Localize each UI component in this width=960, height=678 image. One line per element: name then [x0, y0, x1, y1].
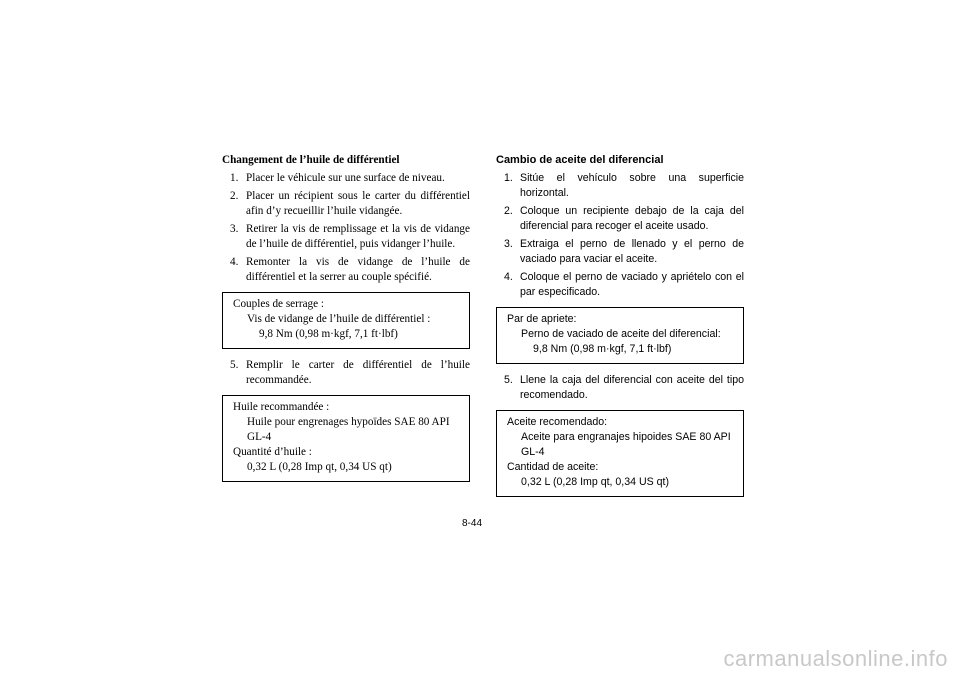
step-number: 5. — [230, 359, 239, 371]
step-text: Extraiga el perno de llenado y el perno de vaciado para vaciar el aceite. — [520, 238, 744, 265]
step-text: Remplir le carter de différentiel de l’huile recommandée. — [246, 359, 470, 386]
steps-list — [496, 171, 744, 300]
step-number: 1. — [504, 172, 513, 184]
step-number: 3. — [504, 238, 513, 250]
step-text: Placer un récipient sous le carter du différentiel afin d’y recueillir l’huile vidangée. — [246, 190, 470, 217]
section-heading: Changement de l’huile de différentiel — [222, 154, 400, 166]
step-text: Sitúe el vehículo sobre una superficie horizontal. — [520, 172, 744, 199]
torque-spec-box — [496, 307, 744, 364]
torque-item: Perno de vaciado de aceite del diferencial: — [521, 328, 721, 340]
page-number: 8-44 — [462, 518, 483, 529]
step-text: Remonter la vis de vidange de l’huile de différentiel et la serrer au couple spécifié. — [246, 256, 470, 283]
step-text: Coloque el perno de vaciado y apriételo con el par especificado. — [520, 271, 744, 298]
oil-type: Aceite para engranajes hipoides SAE 80 API GL-4 — [521, 431, 731, 458]
step-item — [496, 171, 744, 201]
step-text: Placer le véhicule sur une surface de niveau. — [246, 172, 445, 184]
step-text: Coloque un recipiente debajo de la caja del diferencial para recoger el aceite usado. — [520, 205, 744, 232]
torque-value: 9,8 Nm (0,98 m·kgf, 7,1 ft·lbf) — [259, 328, 398, 340]
oil-quantity-title: Cantidad de aceite: — [507, 461, 599, 473]
oil-quantity-title: Quantité d’huile : — [233, 446, 312, 458]
steps-list — [222, 171, 470, 285]
step-number: 2. — [230, 190, 239, 202]
spanish-column — [496, 153, 744, 506]
step-item — [222, 222, 470, 252]
oil-title: Aceite recomendado: — [507, 416, 608, 428]
step-item — [496, 204, 744, 234]
step-item — [222, 255, 470, 285]
step-number: 5. — [504, 374, 513, 386]
oil-title: Huile recommandée : — [233, 401, 330, 413]
oil-quantity: 0,32 L (0,28 Imp qt, 0,34 US qt) — [247, 461, 392, 473]
torque-title: Par de apriete: — [507, 313, 577, 325]
step-item — [496, 237, 744, 267]
oil-type: Huile pour engrenages hypoïdes SAE 80 API GL-4 — [247, 416, 450, 443]
step-item — [496, 373, 744, 403]
step-item — [222, 171, 470, 186]
steps-list — [496, 373, 744, 403]
torque-item: Vis de vidange de l’huile de différentiel : — [247, 313, 431, 325]
french-column — [222, 153, 470, 491]
torque-title: Couples de serrage : — [233, 298, 325, 310]
step-text: Retirer la vis de remplissage et la vis de vidange de l’huile de différentiel, puis vidanger l’huile. — [246, 223, 470, 250]
step-number: 4. — [230, 256, 239, 268]
step-item — [222, 358, 470, 388]
step-item — [222, 189, 470, 219]
step-item — [496, 270, 744, 300]
step-number: 4. — [504, 271, 513, 283]
torque-spec-box — [222, 292, 470, 349]
steps-list — [222, 358, 470, 388]
oil-spec-box — [496, 410, 744, 497]
oil-quantity: 0,32 L (0,28 Imp qt, 0,34 US qt) — [521, 476, 670, 488]
step-number: 3. — [230, 223, 239, 235]
step-text: Llene la caja del diferencial con aceite del tipo recomendado. — [520, 374, 744, 401]
section-heading: Cambio de aceite del diferencial — [496, 154, 664, 166]
watermark: carmanualsonline.info — [723, 646, 948, 671]
step-number: 2. — [504, 205, 513, 217]
torque-value: 9,8 Nm (0,98 m·kgf, 7,1 ft·lbf) — [533, 343, 672, 355]
oil-spec-box — [222, 395, 470, 482]
step-number: 1. — [230, 172, 239, 184]
